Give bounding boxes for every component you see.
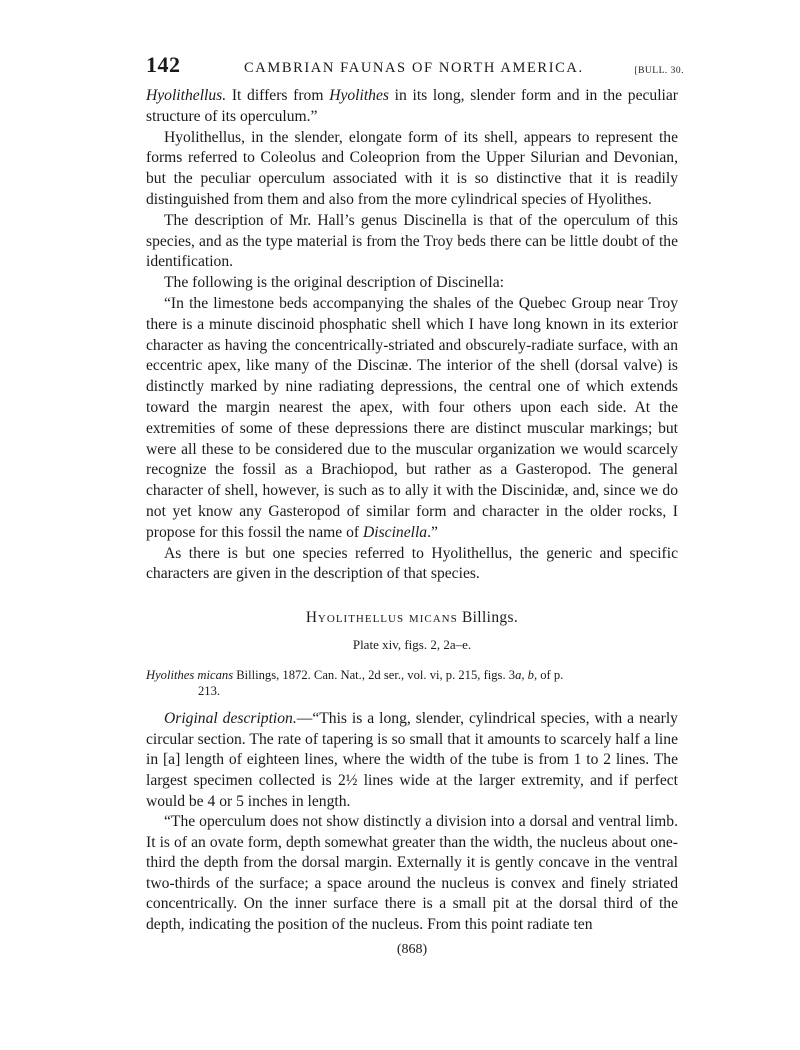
bulletin-reference: [BULL. 30. — [634, 66, 684, 76]
paragraph-generic-characters: As there is but one species referred to Hyolithellus, the generic and specific characters are given in the description of that species. — [146, 544, 678, 583]
discinella-name-italic: Discinella — [362, 523, 428, 541]
paragraph-comparison: Hyolithellus, in the slender, elongate form of its shell, appears to represent the forms referred to Coleolus and Coleoprion from the Upper Silurian and Devonian, but the peculiar operculum associated with it is so distinctive that it is readily distinguished from them and also from the more cylindrical species of Hyolithes. — [146, 128, 678, 208]
genus-hyolithes-italic: Hyolithes — [329, 87, 389, 104]
body-text — [146, 86, 678, 585]
book-page — [146, 52, 684, 958]
plate-reference: Plate xiv, figs. 2, 2a–e. — [352, 637, 472, 653]
synonym-name-italic: Hyolithes micans — [146, 668, 234, 683]
paragraph-genus-diagnosis: Hyolithellus. It differs from Hyolithes in its long, slender form and in the peculiar structure of its operculum.” — [146, 87, 678, 125]
page-number: 142 — [146, 52, 181, 77]
paragraph-discinella-quote: “In the limestone beds accompanying the shales of the Quebec Group near Troy there is a minute discinoid phosphatic shell which I have long known in its exterior character as having the concentrically-striated and obscurely-radiate surface, with an eccentric apex, like many of the Discinæ. The interior of the shell (dorsal valve) is distinctly marked by nine radiating depressions, the central one of which extends toward the margin nearest the apex, with four others upon each side. At the extremities of some of these depressions there are distinct muscular markings; but were all these to be considered due to the muscular organization we would scarcely recognize the fossil as a Brachiopod, but rather as a Gasteropod. The general character of shell, however, is such as to ally it with the Discinidæ, and, since we do not yet know any Gasteropod of similar form and character in the older rocks, I propose for this fossil the name of Discinella.” — [146, 294, 678, 541]
synonymy-entry: Hyolithes micans Billings, 1872. Can. Nat., 2d ser., vol. vi, p. 215, figs. 3a, b, of p. 213. — [146, 667, 678, 699]
species-heading — [146, 609, 678, 627]
folio-number: (868) — [396, 941, 428, 957]
paragraph-operculum: “The operculum does not show distinctly a division into a dorsal and ventral limb. It is of an ovate form, depth somewhat greater than the width, the nucleus about one-third the depth from the dorsal margin. Externally it is gently concave in the ventral two-thirds of the surface; a space around the nucleus is convex and finely striated concentrically. On the inner surface there is a small pit at the dorsal third of the depth, indicating the position of the nucleus. From this point radiate ten — [146, 813, 678, 934]
paragraph-original-intro: The following is the original description of Discinella: — [164, 274, 504, 292]
genus-name-italic: Hyolithellus. — [146, 87, 227, 104]
original-description-lead: Original description. — [164, 710, 297, 728]
paragraph-original-description: Original description.—“This is a long, slender, cylindrical species, with a nearly circular section. The rate of tapering is so small that it amounts to scarcely half a line in [a] length of eighteen lines, where the width of the tube is from 1 to 2 lines. The largest specimen collected is 2½ lines wide at the larger extremity, and if perfect would be 4 or 5 inches in length. — [146, 710, 678, 810]
synonymy-page-continuation: 213. — [198, 684, 221, 699]
paragraph-discinella-note: The description of Mr. Hall’s genus Discinella is that of the operculum of this species, and as the type material is from the Troy beds there can be little doubt of the identification. — [146, 211, 678, 271]
running-header — [146, 52, 684, 86]
running-title: CAMBRIAN FAUNAS OF NORTH AMERICA. — [244, 60, 584, 76]
species-author: Billings. — [457, 609, 519, 627]
species-name: Hyolithellus micans — [305, 609, 458, 627]
description-text — [146, 709, 678, 936]
